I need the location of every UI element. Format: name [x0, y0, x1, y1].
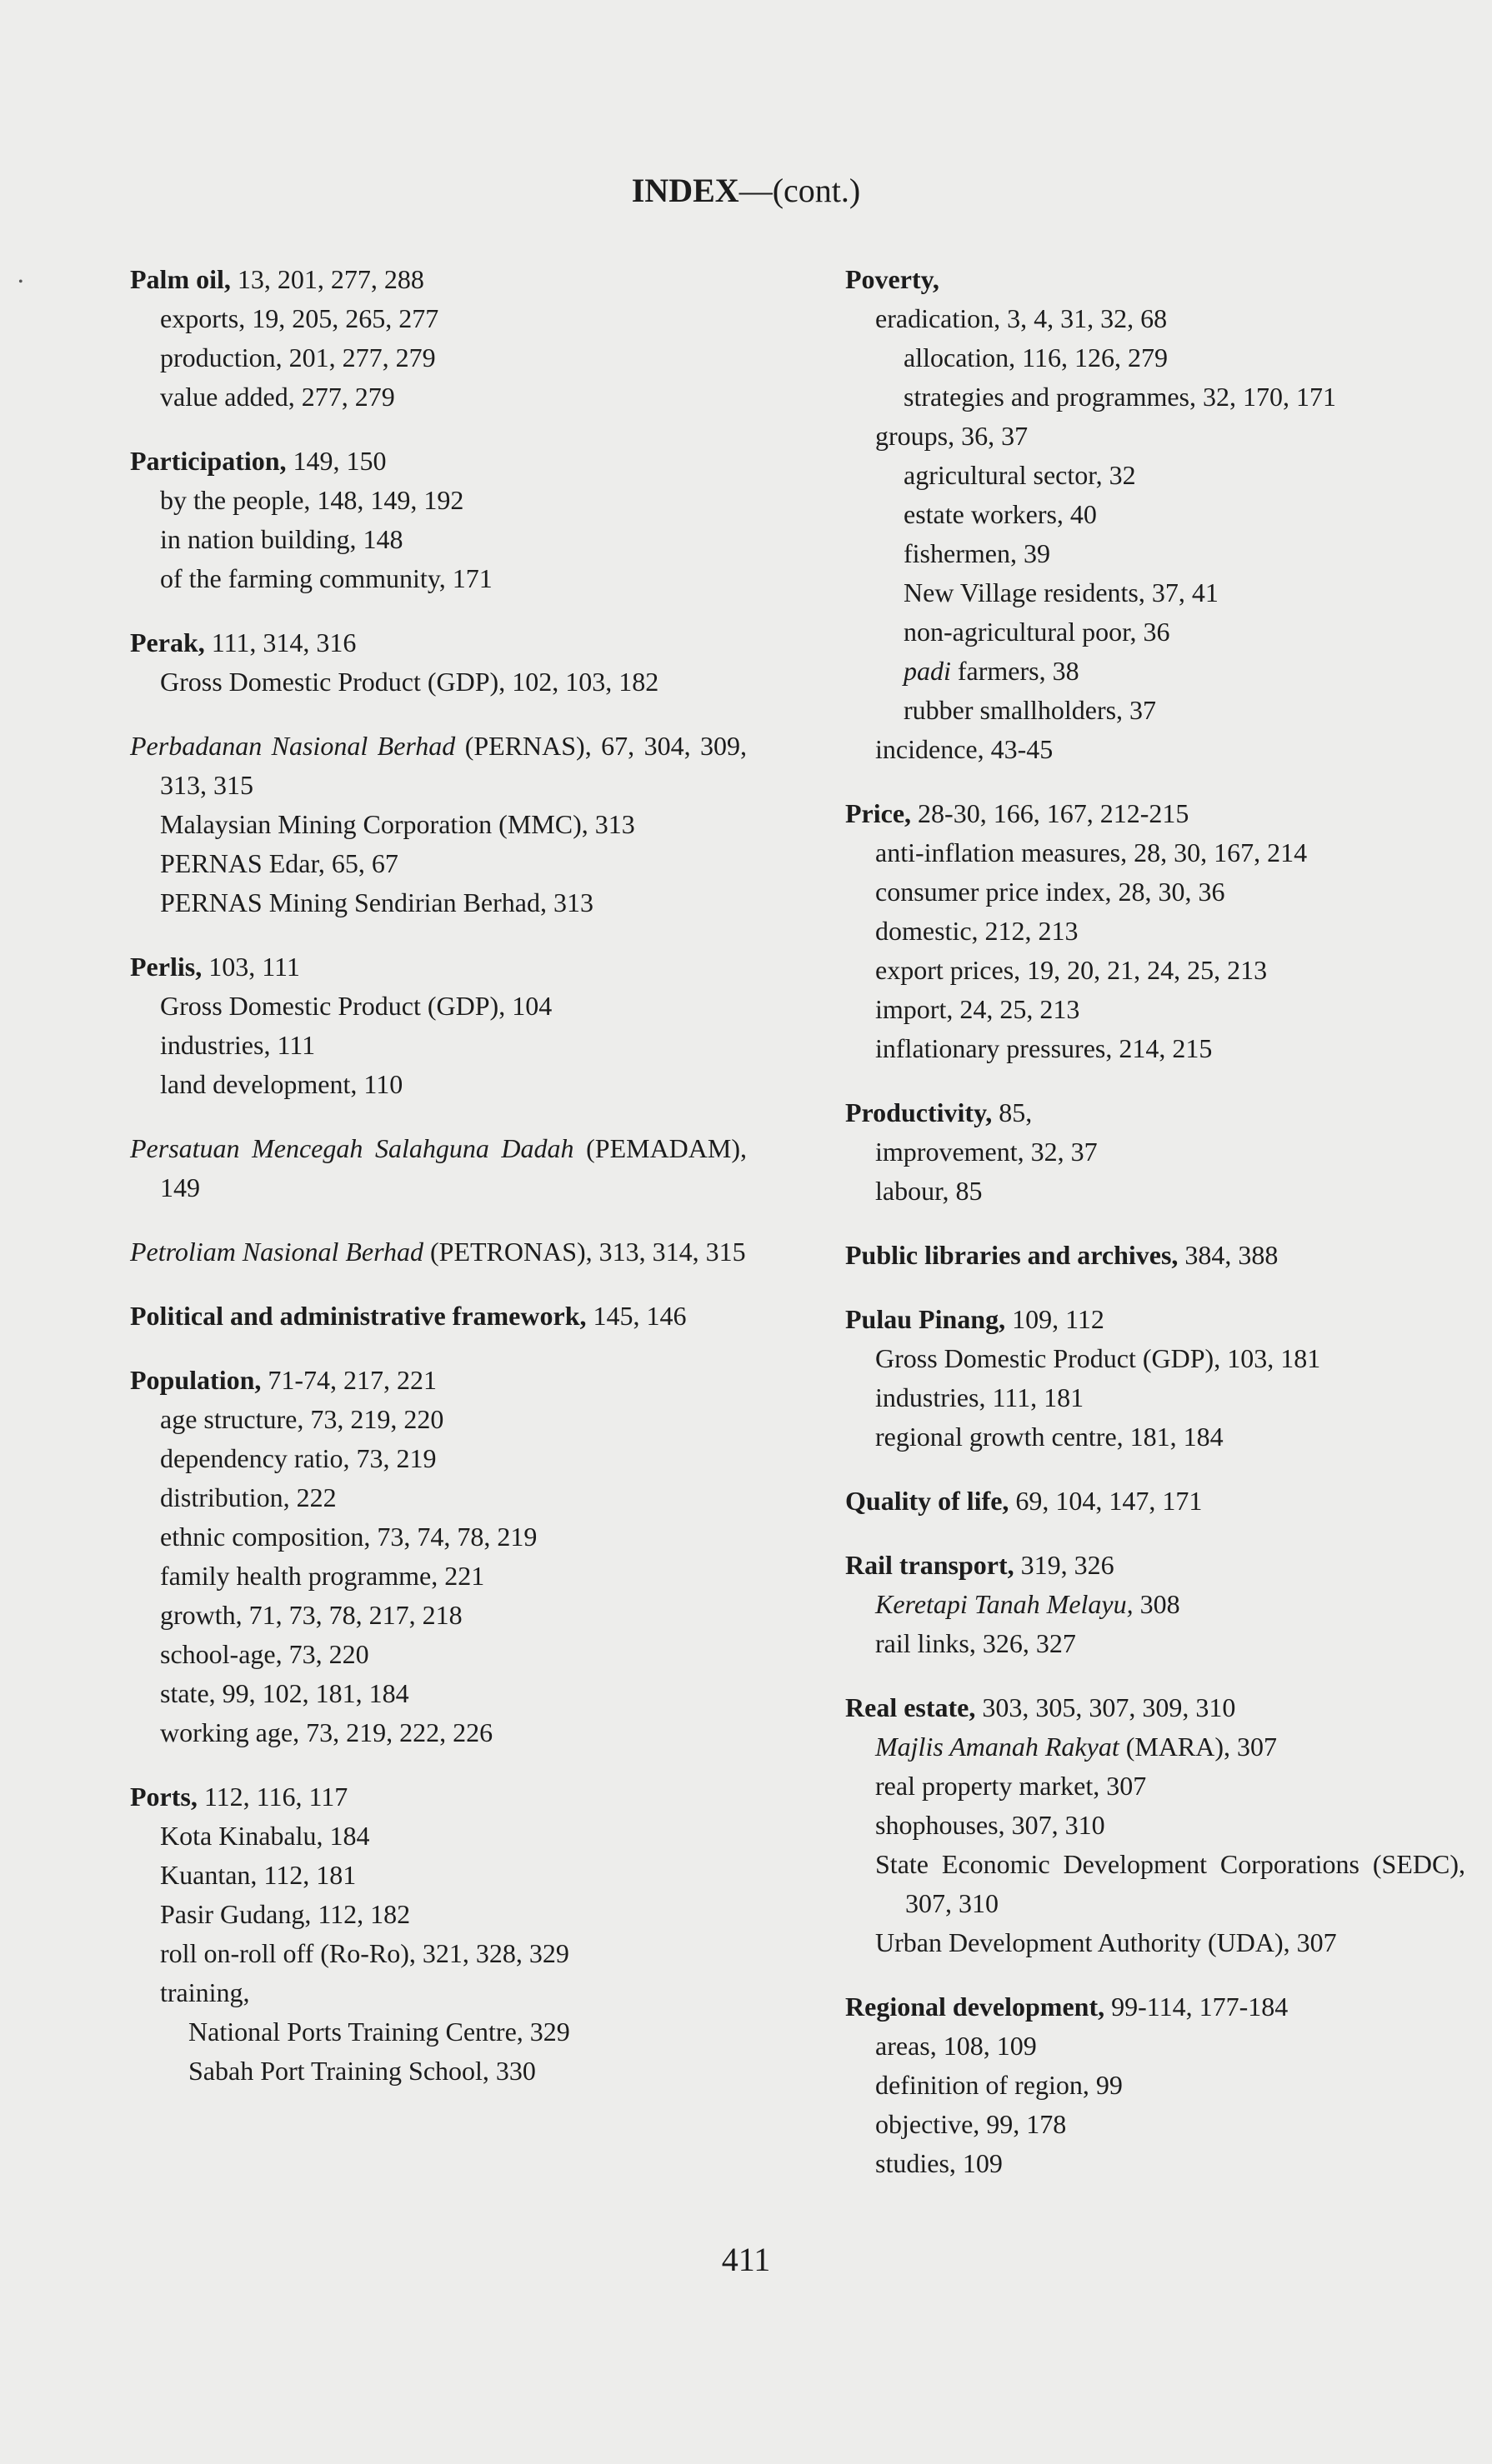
index-column-right [845, 260, 1465, 2208]
entry-perak [130, 623, 747, 702]
entry-pages: 145, 146 [586, 1301, 687, 1331]
entry-pages: (PETRONAS), 313, 314, 315 [423, 1237, 746, 1267]
entry-head: Palm oil, [130, 264, 231, 294]
entry-pulau-pinang [845, 1300, 1465, 1457]
entry-public-libraries [845, 1236, 1465, 1275]
subentry: inflationary pressures, 214, 215 [875, 1033, 1213, 1063]
page-title [0, 171, 1492, 210]
subentry: age structure, 73, 219, 220 [160, 1404, 444, 1434]
entry-pages: 99-114, 177-184 [1104, 1992, 1289, 2022]
subentry: training, [160, 1977, 250, 2007]
subentry: studies, 109 [875, 2148, 1003, 2178]
subentry: Gross Domestic Product (GDP), 103, 181 [875, 1343, 1321, 1373]
subentry: land development, 110 [160, 1069, 403, 1099]
entry-real-estate [845, 1688, 1465, 1962]
entry-pages: 319, 326 [1014, 1550, 1114, 1580]
subentry: Pasir Gudang, 112, 182 [160, 1899, 411, 1929]
mara-italic: Majlis Amanah Rakyat [875, 1732, 1119, 1762]
sub-subentry: rubber smallholders, 37 [904, 695, 1157, 725]
subentry: roll on-roll off (Ro-Ro), 321, 328, 329 [160, 1938, 569, 1968]
entry-pages: 112, 116, 117 [197, 1782, 348, 1812]
entry-pages: 69, 104, 147, 171 [1009, 1486, 1203, 1516]
entry-head: Public libraries and archives, [845, 1240, 1179, 1270]
subentry: shophouses, 307, 310 [875, 1810, 1105, 1840]
subentry: PERNAS Edar, 65, 67 [160, 848, 398, 878]
ktm-rest: 308 [1133, 1589, 1180, 1619]
entry-political [130, 1297, 747, 1336]
subentry: state, 99, 102, 181, 184 [160, 1678, 409, 1708]
scan-speck: • [18, 275, 23, 289]
subentry: labour, 85 [875, 1176, 983, 1206]
entry-pages: 103, 111 [202, 952, 300, 982]
sub-subentry: National Ports Training Centre, 329 [188, 2017, 570, 2047]
subentry: ethnic composition, 73, 74, 78, 219 [160, 1522, 538, 1552]
entry-head: Perlis, [130, 952, 203, 982]
entry-productivity [845, 1093, 1465, 1211]
subentry: improvement, 32, 37 [875, 1137, 1098, 1167]
padi-italic: padi [904, 656, 951, 686]
sub-subentry: estate workers, 40 [904, 499, 1097, 529]
sub-subentry: non-agricultural poor, 36 [904, 617, 1170, 647]
subentry [845, 1727, 1465, 1767]
subentry: definition of region, 99 [875, 2070, 1123, 2100]
subentry: regional growth centre, 181, 184 [875, 1422, 1224, 1452]
subentry: by the people, 148, 149, 192 [160, 485, 464, 515]
subentry: value added, 277, 279 [160, 382, 395, 412]
entry-poverty [845, 260, 1465, 769]
entry-head: Rail transport, [845, 1550, 1014, 1580]
subentry: import, 24, 25, 213 [875, 994, 1080, 1024]
entry-head-italic: Petroliam Nasional Berhad [130, 1237, 423, 1267]
entry-pages: 85, [992, 1097, 1033, 1127]
entry-head: Quality of life, [845, 1486, 1009, 1516]
subentry: Kota Kinabalu, 184 [160, 1821, 370, 1851]
mara-rest: (MARA), 307 [1119, 1732, 1278, 1762]
entry-rail-transport [845, 1546, 1465, 1663]
subentry: areas, 108, 109 [875, 2031, 1037, 2061]
entry-price [845, 794, 1465, 1068]
sub-subentry: agricultural sector, 32 [904, 460, 1136, 490]
page-number: 411 [721, 2241, 771, 2278]
sub-subentry: allocation, 116, 126, 279 [904, 342, 1168, 372]
subentry: State Economic Development Corporations (SEDC), 307, 310 [875, 1849, 1465, 1918]
subentry: groups, 36, 37 [875, 421, 1029, 451]
subentry: working age, 73, 219, 222, 226 [160, 1717, 493, 1747]
subentry: rail links, 326, 327 [875, 1628, 1076, 1658]
entry-head: Regional development, [845, 1992, 1105, 2022]
subentry: Gross Domestic Product (GDP), 102, 103, 182 [160, 667, 659, 697]
sub-subentry: New Village residents, 37, 41 [904, 577, 1219, 607]
subentry: industries, 111 [160, 1030, 316, 1060]
padi-rest: farmers, 38 [950, 656, 1079, 686]
subentry: production, 201, 277, 279 [160, 342, 436, 372]
subentry: export prices, 19, 20, 21, 24, 25, 213 [875, 955, 1268, 985]
entry-participation [130, 442, 747, 598]
entry-head: Population, [130, 1365, 262, 1395]
entry-pemadam [130, 1129, 747, 1207]
entry-head-italic: Perbadanan Nasional Berhad [130, 731, 456, 761]
sub-subentry: fishermen, 39 [904, 538, 1050, 568]
entry-head: Perak, [130, 627, 205, 657]
sub-subentry: strategies and programmes, 32, 170, 171 [904, 382, 1336, 412]
entry-pages: 28-30, 166, 167, 212-215 [911, 798, 1189, 828]
entry-head: Productivity, [845, 1097, 993, 1127]
entry-pages: 71-74, 217, 221 [261, 1365, 438, 1395]
entry-pages: (PEMADAM), 149 [160, 1133, 748, 1202]
entry-head: Real estate, [845, 1692, 976, 1722]
entry-pages: 111, 314, 316 [204, 627, 357, 657]
ktm-italic: Keretapi Tanah Melayu, [875, 1589, 1134, 1619]
entry-quality-of-life [845, 1482, 1465, 1521]
entry-head: Pulau Pinang, [845, 1304, 1006, 1334]
subentry: consumer price index, 28, 30, 36 [875, 877, 1225, 907]
entry-head-italic: Persatuan Mencegah Salahguna Dadah [130, 1133, 574, 1163]
subentry: dependency ratio, 73, 219 [160, 1443, 437, 1473]
entry-pages: (PERNAS), 67, 304, 309, 313, 315 [160, 731, 747, 800]
entry-population [130, 1361, 747, 1752]
sub-subentry [845, 652, 1465, 691]
subentry: Malaysian Mining Corporation (MMC), 313 [160, 809, 635, 839]
entry-head: Political and administrative framework, [130, 1301, 587, 1331]
subentry: industries, 111, 181 [875, 1382, 1084, 1412]
subentry: growth, 71, 73, 78, 217, 218 [160, 1600, 463, 1630]
entry-regional-development [845, 1987, 1465, 2183]
subentry: of the farming community, 171 [160, 563, 493, 593]
entry-head: Price, [845, 798, 912, 828]
subentry: exports, 19, 205, 265, 277 [160, 303, 439, 333]
subentry: in nation building, 148 [160, 524, 403, 554]
entry-pages: 303, 305, 307, 309, 310 [975, 1692, 1236, 1722]
subentry: real property market, 307 [875, 1771, 1147, 1801]
subentry: eradication, 3, 4, 31, 32, 68 [875, 303, 1168, 333]
subentry: school-age, 73, 220 [160, 1639, 369, 1669]
entry-pages: 13, 201, 277, 288 [230, 264, 424, 294]
title-rest: —(cont.) [738, 172, 861, 209]
entry-head: Ports, [130, 1782, 198, 1812]
entry-pages: 384, 388 [1178, 1240, 1279, 1270]
index-column-left [130, 260, 747, 2116]
subentry [845, 1585, 1465, 1624]
title-bold: INDEX [631, 172, 739, 209]
subentry: Gross Domestic Product (GDP), 104 [160, 991, 553, 1021]
entry-head: Participation, [130, 446, 287, 476]
subentry: family health programme, 221 [160, 1561, 485, 1591]
subentry: Kuantan, 112, 181 [160, 1860, 357, 1890]
subentry: domestic, 212, 213 [875, 916, 1079, 946]
subentry: distribution, 222 [160, 1482, 337, 1512]
subentry: Urban Development Authority (UDA), 307 [875, 1927, 1337, 1957]
subentry: objective, 99, 178 [875, 2109, 1067, 2139]
entry-head: Poverty, [845, 264, 939, 294]
entry-pages: 149, 150 [286, 446, 387, 476]
subentry: incidence, 43-45 [875, 734, 1054, 764]
sub-subentry: Sabah Port Training School, 330 [188, 2056, 536, 2086]
subentry: PERNAS Mining Sendirian Berhad, 313 [160, 887, 593, 917]
entry-petronas [130, 1232, 747, 1272]
entry-pages: 109, 112 [1005, 1304, 1104, 1334]
entry-ports [130, 1777, 747, 2091]
entry-perlis [130, 947, 747, 1104]
entry-pernas [130, 727, 747, 922]
subentry: anti-inflation measures, 28, 30, 167, 214 [875, 837, 1308, 867]
entry-palm-oil [130, 260, 747, 417]
